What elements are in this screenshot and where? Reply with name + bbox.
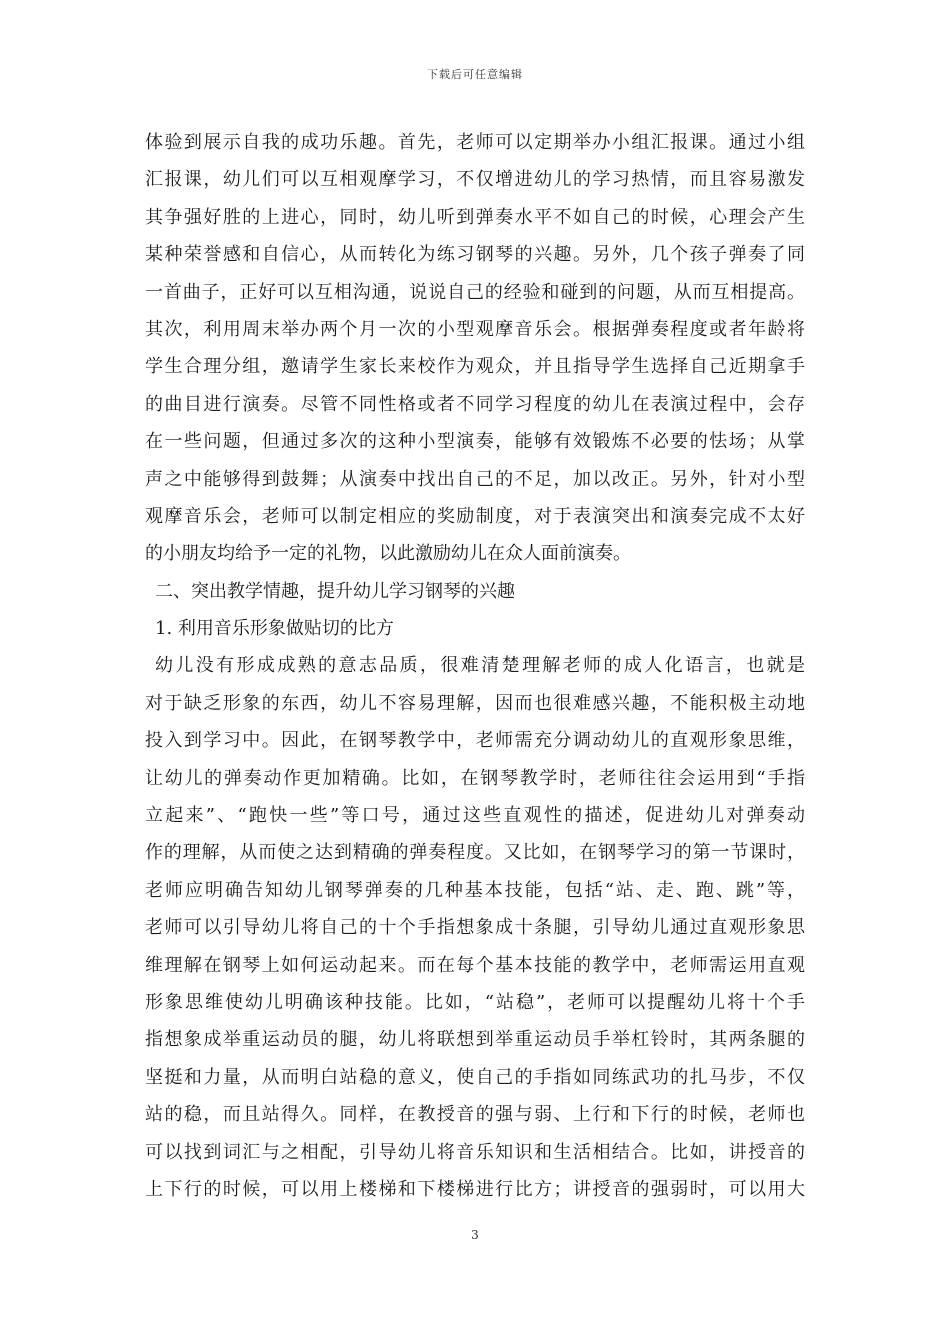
text-line: 立起来”、“跑快一些”等口号，通过这些直观性的描述，促进幼儿对弹奏动 <box>145 805 805 827</box>
text-line: 一首曲子，正好可以互相沟通，说说自己的经验和碰到的问题，从而互相提高。 <box>145 281 805 303</box>
text-line: 老师可以引导幼儿将自己的十个手指想象成十条腿，引导幼儿通过直观形象思 <box>145 917 805 939</box>
text-line: 学生合理分组，邀请学生家长来校作为观众，并且指导学生选择自己近期拿手 <box>145 356 805 378</box>
text-line: 投入到学习中。因此，在钢琴教学中，老师需充分调动幼儿的直观形象思维， <box>145 730 805 752</box>
text-line: 的曲目进行演奏。尽管不同性格或者不同学习程度的幼儿在表演过程中，会存 <box>145 393 805 415</box>
text-line: 站的稳，而且站得久。同样，在教授音的强与弱、上行和下行的时候，老师也 <box>145 1104 805 1126</box>
text-line: 汇报课，幼儿们可以互相观摩学习，不仅增进幼儿的学习热情，而且容易激发 <box>145 169 805 191</box>
text-line: 其争强好胜的上进心，同时，幼儿听到弹奏水平不如自己的时候，心理会产生 <box>145 206 805 228</box>
text-line: 幼儿没有形成成熟的意志品质，很难清楚理解老师的成人化语言，也就是 <box>155 655 805 677</box>
text-line: 其次，利用周末举办两个月一次的小型观摩音乐会。根据弹奏程度或者年龄将 <box>145 318 805 340</box>
text-line: 二、突出教学情趣，提升幼儿学习钢琴的兴趣 <box>155 580 515 602</box>
text-line: 1. 利用音乐形象做贴切的比方 <box>155 618 394 640</box>
text-line: 某种荣誉感和自信心，从而转化为练习钢琴的兴趣。另外，几个孩子弹奏了同 <box>145 244 805 266</box>
text-line: 上下行的时候，可以用上楼梯和下楼梯进行比方；讲授音的强弱时，可以用大 <box>145 1178 805 1200</box>
text-line: 老师应明确告知幼儿钢琴弹奏的几种基本技能，包括“站、走、跑、跳”等， <box>145 879 805 901</box>
text-line: 指想象成举重运动员的腿，幼儿将联想到举重运动员手举杠铃时，其两条腿的 <box>145 1029 805 1051</box>
text-line: 坚挺和力量，从而明白站稳的意义，使自己的手指如同练武功的扎马步，不仅 <box>145 1066 805 1088</box>
text-line: 体验到展示自我的成功乐趣。首先，老师可以定期举办小组汇报课。通过小组 <box>145 132 805 153</box>
text-line: 声之中能够得到鼓舞；从演奏中找出自己的不足，加以改正。另外，针对小型 <box>145 468 805 490</box>
page-header: 下载后可任意编辑 <box>427 68 523 81</box>
text-line: 形象思维使幼儿明确该种技能。比如，“站稳”，老师可以提醒幼儿将十个手 <box>145 991 805 1013</box>
text-line: 可以找到词汇与之相配，引导幼儿将音乐知识和生活相结合。比如，讲授音的 <box>145 1141 805 1163</box>
page-number: 3 <box>471 1228 479 1242</box>
text-line: 对于缺乏形象的东西，幼儿不容易理解，因而也很难感兴趣，不能积极主动地 <box>145 692 805 714</box>
text-line: 维理解在钢琴上如何运动起来。而在每个基本技能的教学中，老师需运用直观 <box>145 954 805 976</box>
text-line: 作的理解，从而使之达到精确的弹奏程度。又比如，在钢琴学习的第一节课时， <box>145 842 805 864</box>
document-body <box>145 124 805 1208</box>
text-line: 让幼儿的弹奏动作更加精确。比如，在钢琴教学时，老师往往会运用到“手指 <box>145 767 805 789</box>
text-line: 的小朋友均给予一定的礼物，以此激励幼儿在众人面前演奏。 <box>145 543 631 565</box>
text-line: 在一些问题，但通过多次的这种小型演奏，能够有效锻炼不必要的怯场；从掌 <box>145 431 805 453</box>
text-line: 观摩音乐会，老师可以制定相应的奖励制度，对于表演突出和演奏完成不太好 <box>145 505 805 527</box>
